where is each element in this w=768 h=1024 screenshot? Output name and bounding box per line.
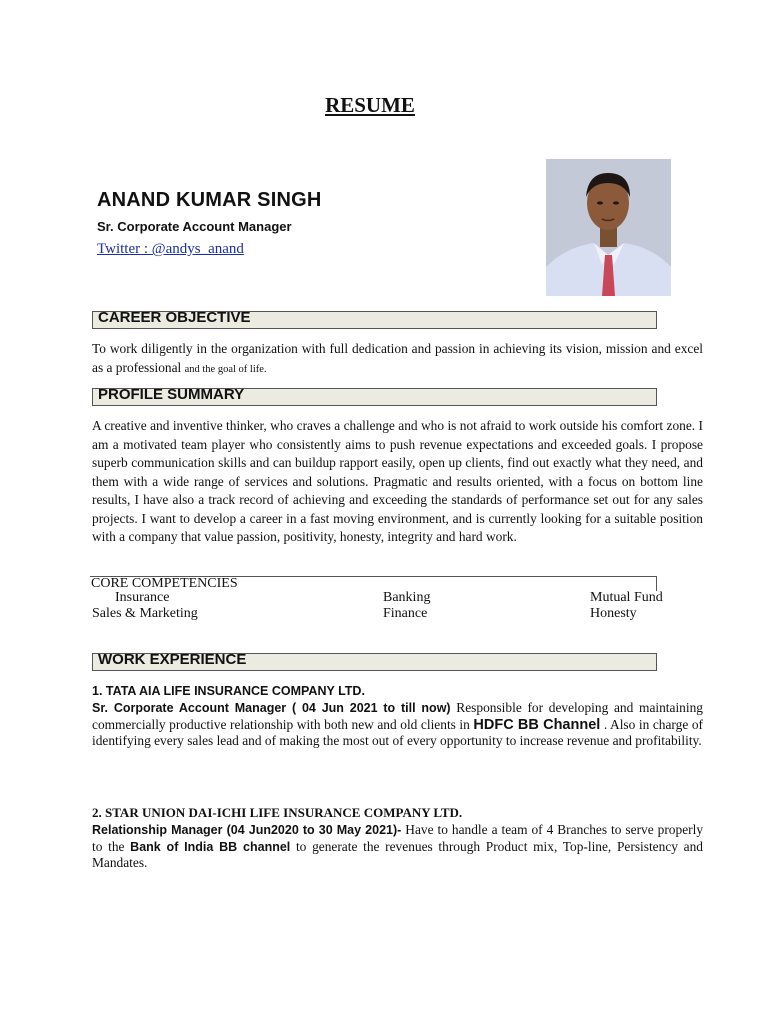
career-objective-heading: CAREER OBJECTIVE xyxy=(98,309,251,326)
competency-item: Sales & Marketing xyxy=(92,606,198,621)
competency-item: Honesty xyxy=(590,606,637,621)
career-objective-text xyxy=(92,340,703,379)
job-company: 1. TATA AIA LIFE INSURANCE COMPANY LTD. xyxy=(92,684,365,698)
competency-item: Banking xyxy=(383,590,431,605)
work-experience-header xyxy=(92,653,657,671)
twitter-link[interactable]: Twitter : @andys_anand xyxy=(97,241,244,257)
job-description xyxy=(92,822,703,872)
profile-summary-text: A creative and inventive thinker, who craves a challenge and who is not afraid to work outside his comfort zone. I am a motivated team player who consistently aims to push revenue expectations and exceeded goals. I propose superb communication skills and can buildup rapport easily, open up clients, find out exactly what they need, and them with a wide range of services and solutions. Pragmatic and results oriented, with a focus on bottom line results, I have also a track record of achieving and exceeding the standards of performance set out for any sales projects. I want to develop a career in a fast moving environment, and is currently looking for a suitable position with a company that value passion, positivity, honesty, integrity and hard work. xyxy=(92,418,703,544)
career-objective-main: To work diligently in the organization with full dedication and passion in achieving its vision, mission and excel as a professional xyxy=(92,341,703,375)
profile-summary-header xyxy=(92,388,657,406)
candidate-designation: Sr. Corporate Account Manager xyxy=(97,219,292,234)
job-desc-part: Responsible for developing and maintaining commercially productive relationship with both new and old clients in xyxy=(92,700,703,732)
job-company: 2. STAR UNION DAI-ICHI LIFE INSURANCE COMPANY LTD. xyxy=(92,805,463,820)
resume-title: RESUME xyxy=(325,93,415,117)
job-highlight: Bank of India BB channel xyxy=(130,839,291,854)
job-role: Sr. Corporate Account Manager ( 04 Jun 2021 to till now) xyxy=(92,701,451,715)
job-desc-part: Have to handle a team of 4 Branches to serve properly to the xyxy=(92,822,704,854)
profile-photo-illustration xyxy=(546,159,671,296)
career-objective-small: and the goal of life. xyxy=(184,363,267,375)
competency-item: Insurance xyxy=(115,590,170,605)
job-description xyxy=(92,700,703,750)
job-highlight: HDFC BB Channel xyxy=(473,716,601,733)
core-competencies-heading: CORE COMPETENCIES xyxy=(91,576,238,591)
competency-item: Mutual Fund xyxy=(590,590,663,605)
job-role: Relationship Manager (04 Jun2020 to 30 May 2021)- xyxy=(92,823,402,837)
profile-summary-heading: PROFILE SUMMARY xyxy=(98,386,245,403)
candidate-name: ANAND KUMAR SINGH xyxy=(97,189,322,211)
job-desc-part: . Also in charge of identifying every sales lead and of making the most out of every opportunity to increase revenue and profitability. xyxy=(92,716,703,748)
career-objective-header xyxy=(92,311,657,329)
competency-item: Finance xyxy=(383,606,428,621)
profile-photo xyxy=(546,159,671,296)
job-desc-part: to generate the revenues through Product mix, Top-line, Persistency and Mandates. xyxy=(92,838,703,870)
work-experience-heading: WORK EXPERIENCE xyxy=(98,651,247,668)
